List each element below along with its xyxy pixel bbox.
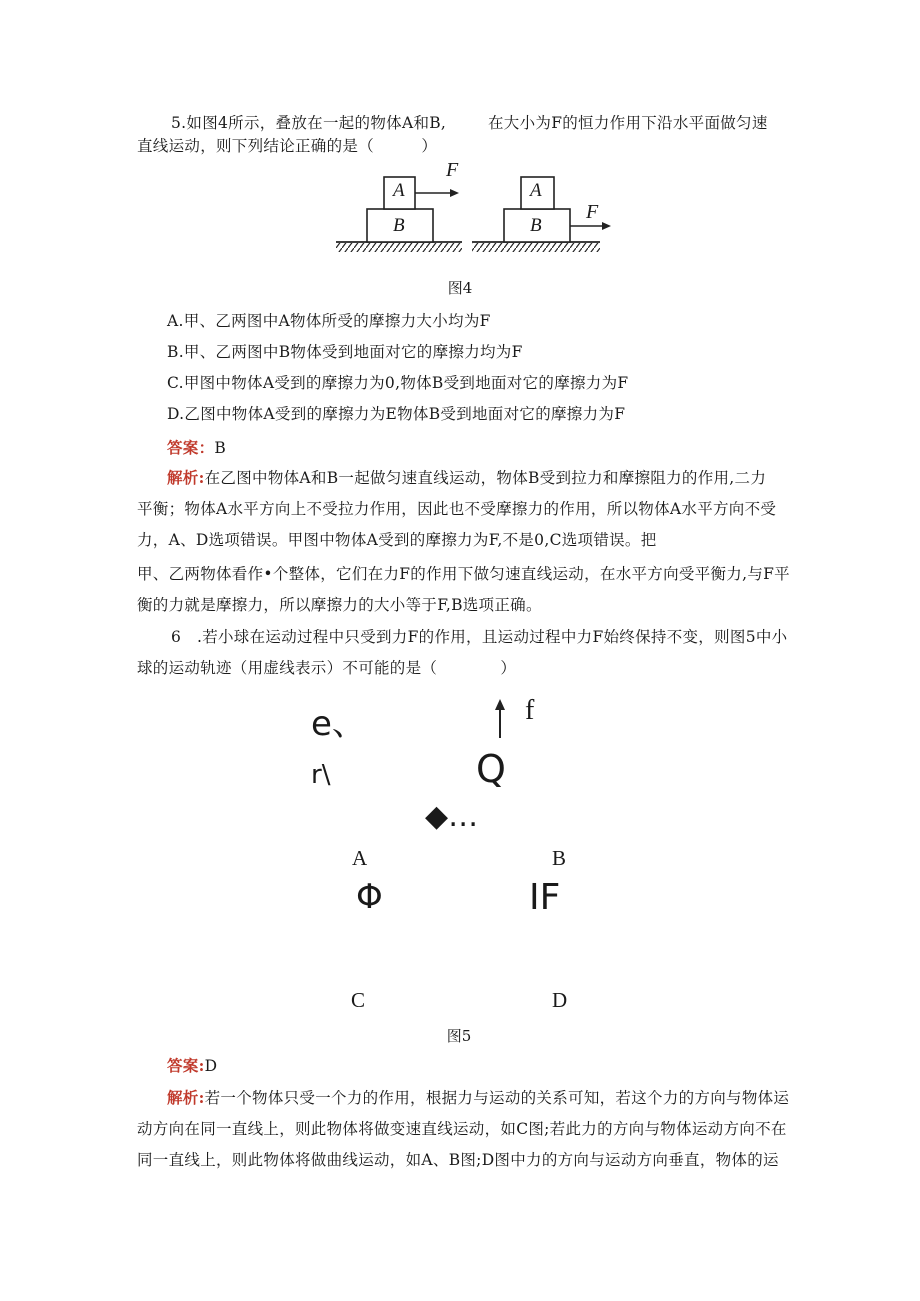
q5-stem-part2: 在大小为F的恒力作用下沿水平面做匀速 xyxy=(488,114,768,132)
q6-analysis-line3: 同一直线上，则此物体将做曲线运动，如A、B图;D图中力的方向与运动方向垂直，物体的运 xyxy=(137,1151,779,1169)
figure-5-caption: 图5 xyxy=(446,1027,472,1045)
q5-option-c: C.甲图中物体A受到的摩擦力为0,物体B受到地面对它的摩擦力为F xyxy=(167,374,629,392)
q6-analysis-line2: 动方向在同一直线上，则此物体将做变速直线运动，如C图;若此力的方向与物体运动方向不在 xyxy=(137,1120,787,1138)
label-f-left: F xyxy=(446,159,459,181)
figure-5-label-a: A xyxy=(352,846,368,870)
label-f-right: F xyxy=(586,201,599,223)
q5-option-b: B.甲、乙两图中B物体受到地面对它的摩擦力均为F xyxy=(167,343,523,361)
figure-5-glyph-f: f xyxy=(525,695,535,726)
q5-analysis-line4: 甲、乙两物体看作•个整体，它们在力F的作用下做匀速直线运动，在水平方向受平衡力,与F平 xyxy=(137,565,790,583)
figure-5-glyph-if: IF xyxy=(529,877,561,918)
q5-stem-part1: 5.如图4所示，叠放在一起的物体A和B, xyxy=(171,114,447,132)
figure-5-label-d: D xyxy=(552,988,568,1012)
figure-5-glyph-e: e、 xyxy=(311,704,366,744)
figure-5-glyph-r: r\ xyxy=(311,760,331,790)
label-b-left: B xyxy=(393,215,405,236)
answer-label: 答案： xyxy=(167,438,215,457)
q6-stem-line1: 6 .若小球在运动过程中只受到力F的作用，且运动过程中力F始终保持不变，则图5中小 xyxy=(171,628,788,646)
q6-analysis-line1 xyxy=(167,1087,789,1109)
analysis-label: 解析: xyxy=(167,1088,205,1107)
q5-analysis-line3: 力，A、D选项错误。甲图中物体A受到的摩擦力为F,不是0,C选项错误。把 xyxy=(137,531,657,549)
answer-value: D xyxy=(204,1057,218,1075)
ground-left xyxy=(336,242,462,252)
ground-right xyxy=(472,242,600,252)
q5-stem-line2: 直线运动，则下列结论正确的是（ ） xyxy=(137,137,438,155)
q6-stem-line2: 球的运动轨迹（用虚线表示）不可能的是（ ） xyxy=(137,659,517,677)
label-a-left: A xyxy=(393,180,405,201)
figure-4-caption: 图4 xyxy=(447,279,473,297)
figure-5-glyph-diamond: ◆… xyxy=(425,799,479,834)
q5-option-d: D.乙图中物体A受到的摩擦力为E物体B受到地面对它的摩擦力为F xyxy=(167,405,626,423)
answer-label: 答案: xyxy=(167,1056,205,1075)
q5-option-a: A.甲、乙两图中A物体所受的摩擦力大小均为F xyxy=(167,312,491,330)
analysis-label: 解析: xyxy=(167,468,205,487)
label-b-right: B xyxy=(530,215,542,236)
analysis-text: 若一个物体只受一个力的作用，根据力与运动的关系可知，若这个力的方向与物体运 xyxy=(204,1089,790,1107)
q5-analysis-line2: 平衡；物体A水平方向上不受拉力作用，因此也不受摩擦力的作用，所以物体A水平方向不受 xyxy=(137,500,777,518)
q5-answer xyxy=(167,437,226,459)
answer-value: B xyxy=(214,439,227,457)
q6-answer xyxy=(167,1055,217,1077)
figure-5-glyph-q: Q xyxy=(476,747,506,791)
q5-analysis-line1 xyxy=(167,467,766,489)
label-a-right: A xyxy=(530,180,542,201)
figure-5-label-b: B xyxy=(552,846,567,870)
figure-5-label-c: C xyxy=(351,988,366,1012)
analysis-text: 在乙图中物体A和B一起做匀速直线运动，物体B受到拉力和摩擦阻力的作用,二力 xyxy=(204,469,767,487)
q5-analysis-line5: 衡的力就是摩擦力，所以摩擦力的大小等于F,B选项正确。 xyxy=(137,596,542,614)
figure-5-glyph-phi: Φ xyxy=(356,877,383,917)
